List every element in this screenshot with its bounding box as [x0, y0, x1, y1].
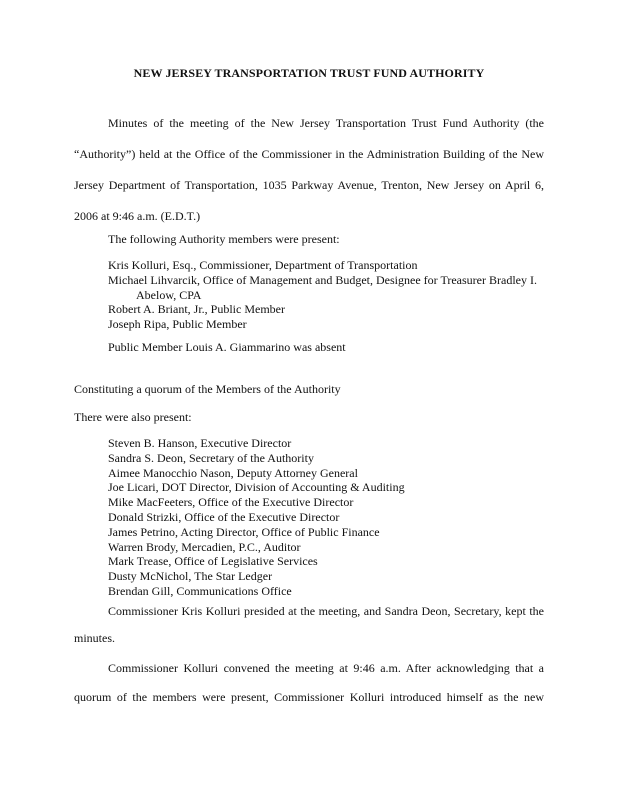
list-item: Steven B. Hanson, Executive Director — [108, 436, 292, 450]
members-heading: The following Authority members were present: — [108, 232, 340, 246]
presided-line-2: minutes. — [74, 631, 115, 645]
list-item: Abelow, CPA — [136, 287, 202, 302]
intro-line-4: 2006 at 9:46 a.m. (E.D.T.) — [74, 209, 201, 223]
presided-line-1: Commissioner Kris Kolluri presided at the meeting, and Sandra Deon, Secretary, kept the — [108, 604, 544, 618]
list-item: Aimee Manocchio Nason, Deputy Attorney General — [108, 465, 358, 480]
also-present-list — [108, 436, 405, 599]
list-item: Warren Brody, Mercadien, P.C., Auditor — [108, 539, 301, 554]
list-item: Mike MacFeeters, Office of the Executive Director — [108, 495, 354, 510]
convened-line-1: Commissioner Kolluri convened the meeting at 9:46 a.m. After acknowledging that a — [108, 661, 544, 675]
list-item: Brendan Gill, Communications Office — [108, 583, 292, 598]
document-title: NEW JERSEY TRANSPORTATION TRUST FUND AUTHORITY — [133, 66, 485, 80]
list-item: Sandra S. Deon, Secretary of the Authority — [108, 450, 314, 465]
members-list — [108, 258, 537, 332]
list-item: Dusty McNichol, The Star Ledger — [108, 569, 273, 584]
intro-line-2: “Authority”) held at the Office of the Commissioner in the Administration Building of the New — [74, 147, 544, 161]
list-item: James Petrino, Acting Director, Office of Public Finance — [108, 524, 380, 539]
list-item: Robert A. Briant, Jr., Public Member — [108, 302, 285, 317]
list-item: Kris Kolluri, Esq., Commissioner, Department of Transportation — [108, 258, 418, 272]
also-present-heading: There were also present: — [74, 410, 192, 424]
absent-note: Public Member Louis A. Giammarino was absent — [108, 340, 346, 354]
intro-line-3: Jersey Department of Transportation, 1035 Parkway Avenue, Trenton, New Jersey on April 6, — [74, 178, 544, 192]
convened-line-2: quorum of the members were present, Commissioner Kolluri introduced himself as the new — [74, 690, 544, 704]
list-item: Donald Strizki, Office of the Executive Director — [108, 509, 340, 524]
intro-line-1: Minutes of the meeting of the New Jersey Transportation Trust Fund Authority (the — [108, 116, 544, 130]
list-item: Michael Lihvarcik, Office of Management and Budget, Designee for Treasurer Bradley I. — [108, 272, 537, 287]
list-item: Joseph Ripa, Public Member — [108, 317, 247, 332]
list-item: Joe Licari, DOT Director, Division of Accounting & Auditing — [108, 480, 405, 495]
list-item: Mark Trease, Office of Legislative Services — [108, 554, 318, 569]
quorum-statement: Constituting a quorum of the Members of the Authority — [74, 382, 341, 396]
